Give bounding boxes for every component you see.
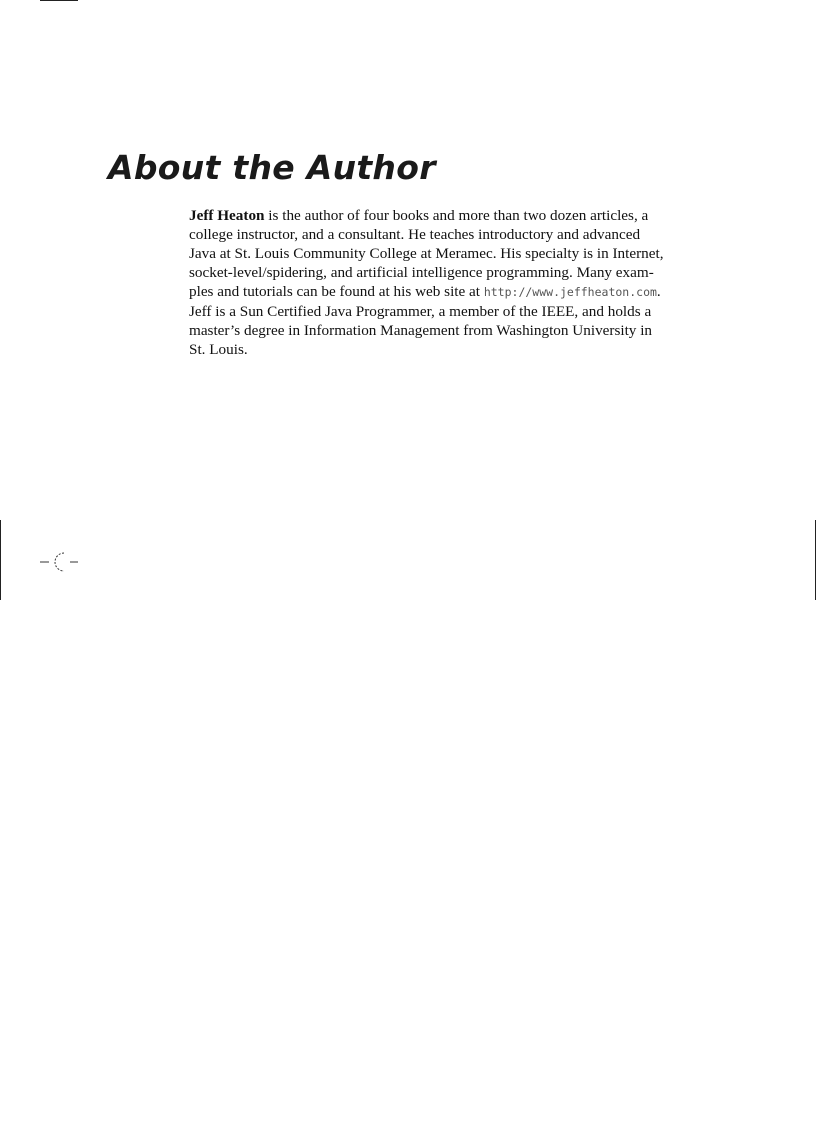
left-edge-line bbox=[0, 520, 1, 600]
bio-line-7: master’s degree in Information Management from Washington University in bbox=[189, 322, 653, 339]
author-bio bbox=[189, 206, 709, 359]
bio-line-1-text: is the author of four books and more than two dozen articles, a bbox=[264, 207, 649, 224]
bio-line-4: socket-level/spidering, and artificial intelligence programming. Many exam- bbox=[189, 264, 654, 281]
bio-line-5-text: ples and tutorials can be found at his web site at bbox=[189, 283, 484, 300]
bio-line-3: Java at St. Louis Community College at Meramec. His specialty is in Internet, bbox=[189, 245, 664, 262]
website-url: http://www.jeffheaton.com bbox=[483, 285, 657, 299]
author-name: Jeff Heaton bbox=[189, 207, 265, 224]
bio-line-6: Jeff is a Sun Certified Java Programmer, a member of the IEEE, and holds a bbox=[189, 303, 652, 320]
bio-line-1 bbox=[189, 206, 709, 225]
bio-line-5-end: . bbox=[656, 283, 661, 300]
bio-line-2: college instructor, and a consultant. He teaches introductory and advanced bbox=[189, 226, 641, 243]
bio-line-8: St. Louis. bbox=[189, 341, 248, 358]
bio-line-5 bbox=[189, 282, 709, 302]
page-title: About the Author bbox=[108, 148, 436, 187]
crop-registration-mark bbox=[40, 550, 80, 574]
top-rule bbox=[40, 0, 78, 1]
